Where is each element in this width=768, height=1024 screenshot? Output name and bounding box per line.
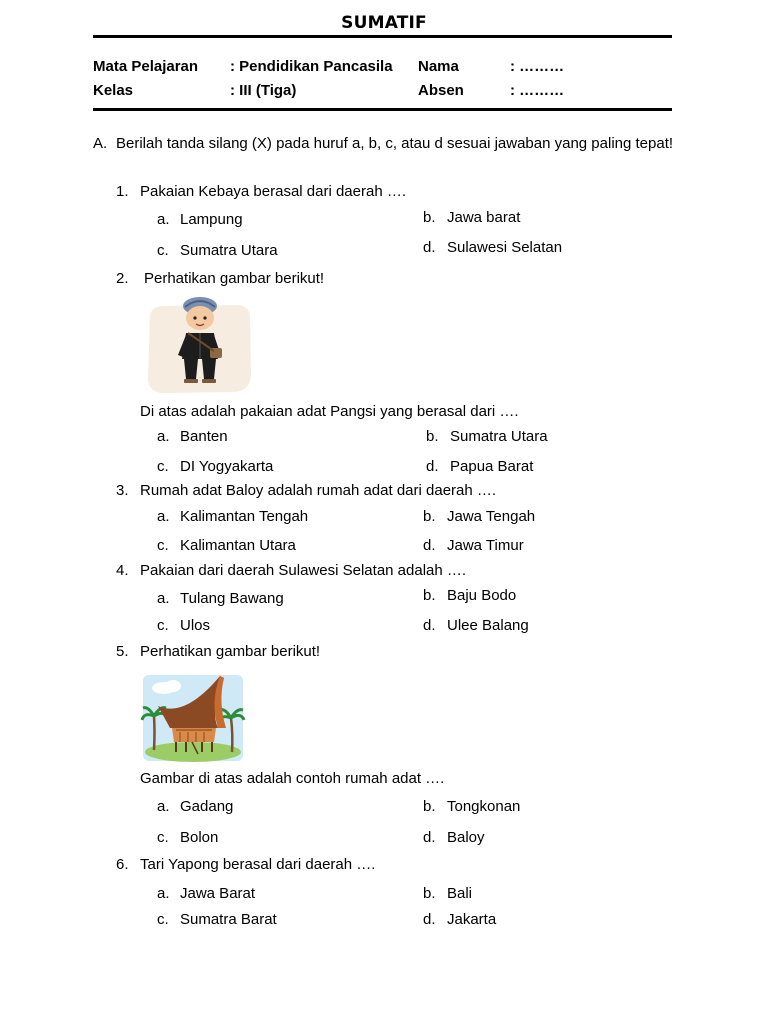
option-text[interactable]: Jawa Timur (447, 537, 524, 554)
option-text[interactable]: Bali (447, 885, 473, 902)
option-key[interactable]: a. (157, 211, 170, 228)
option-key[interactable]: b. (423, 508, 436, 525)
absen-label: Absen (418, 82, 464, 99)
option-text[interactable]: Gadang (180, 798, 234, 815)
section-letter: A. (93, 135, 108, 152)
name-label: Nama (418, 58, 459, 75)
option-key[interactable]: c. (157, 458, 169, 475)
question-number: 4. (116, 562, 129, 579)
page-title: SUMATIF (341, 13, 427, 33)
option-key[interactable]: b. (423, 798, 436, 815)
option-text[interactable]: Ulee Balang (447, 617, 529, 634)
question-number: 2. (116, 270, 129, 287)
option-key[interactable]: c. (157, 617, 169, 634)
option-text[interactable]: Jawa barat (447, 209, 521, 226)
option-text[interactable]: Baloy (447, 829, 485, 846)
section-instruction (93, 131, 674, 157)
option-key[interactable]: b. (423, 587, 436, 604)
option-key[interactable]: c. (157, 829, 169, 846)
question-text: Perhatikan gambar berikut! (144, 270, 325, 287)
option-text[interactable]: Bolon (180, 829, 219, 846)
question-followup: Gambar di atas adalah contoh rumah adat …. (140, 770, 445, 787)
option-key[interactable]: d. (423, 537, 436, 554)
question-number: 1. (116, 183, 129, 200)
option-text[interactable]: Lampung (180, 211, 243, 228)
option-text[interactable]: Jakarta (447, 911, 497, 928)
option-text[interactable]: Kalimantan Utara (180, 537, 296, 554)
option-text[interactable]: Tongkonan (447, 798, 521, 815)
pangsi-costume-illustration (140, 293, 254, 395)
question-followup: Di atas adalah pakaian adat Pangsi yang berasal dari …. (140, 403, 519, 420)
absen-value: : ……… (510, 82, 565, 99)
class-label: Kelas (93, 82, 134, 99)
question-text: Perhatikan gambar berikut! (140, 643, 321, 660)
option-text[interactable]: Sumatra Utara (180, 242, 278, 259)
subject-value: : Pendidikan Pancasila (230, 58, 393, 75)
question-text: Pakaian dari daerah Sulawesi Selatan adalah …. (140, 562, 467, 579)
option-key[interactable]: a. (157, 508, 170, 525)
option-key[interactable]: a. (157, 590, 170, 607)
option-key[interactable]: d. (423, 911, 436, 928)
option-key[interactable]: a. (157, 885, 170, 902)
option-text[interactable]: Sumatra Barat (180, 911, 277, 928)
traditional-house-illustration (140, 672, 246, 764)
option-key[interactable]: b. (423, 209, 436, 226)
header-bottom-rule (93, 108, 672, 111)
option-text[interactable]: Tulang Bawang (180, 590, 284, 607)
option-text[interactable]: Jawa Barat (180, 885, 256, 902)
option-key[interactable]: d. (426, 458, 439, 475)
subject-label: Mata Pelajaran (93, 58, 199, 75)
question-number: 5. (116, 643, 129, 660)
question-text: Tari Yapong berasal dari daerah …. (140, 856, 376, 873)
class-value: : III (Tiga) (230, 82, 297, 99)
option-text[interactable]: Papua Barat (450, 458, 534, 475)
question-text: Pakaian Kebaya berasal dari daerah …. (140, 183, 407, 200)
instruction-text: Berilah tanda silang (X) pada huruf a, b, c, atau d sesuai jawaban yang paling tepat! (116, 135, 674, 152)
option-key[interactable]: d. (423, 617, 436, 634)
option-text[interactable]: Kalimantan Tengah (180, 508, 309, 525)
question-number: 6. (116, 856, 129, 873)
option-text[interactable]: DI Yogyakarta (180, 458, 274, 475)
option-text[interactable]: Sumatra Utara (450, 428, 548, 445)
option-text[interactable]: Jawa Tengah (447, 508, 536, 525)
option-key[interactable]: d. (423, 829, 436, 846)
option-key[interactable]: c. (157, 242, 169, 259)
option-text[interactable]: Sulawesi Selatan (447, 239, 563, 256)
question-number: 3. (116, 482, 129, 499)
header-top-rule (93, 35, 672, 38)
option-key[interactable]: c. (157, 911, 169, 928)
option-key[interactable]: a. (157, 428, 170, 445)
name-value: : ……… (510, 58, 565, 75)
option-text[interactable]: Ulos (180, 617, 211, 634)
option-key[interactable]: b. (426, 428, 439, 445)
option-text[interactable]: Banten (180, 428, 228, 445)
question-text: Rumah adat Baloy adalah rumah adat dari daerah …. (140, 482, 497, 499)
option-key[interactable]: c. (157, 537, 169, 554)
option-key[interactable]: b. (423, 885, 436, 902)
option-text[interactable]: Baju Bodo (447, 587, 517, 604)
option-key[interactable]: a. (157, 798, 170, 815)
option-key[interactable]: d. (423, 239, 436, 256)
